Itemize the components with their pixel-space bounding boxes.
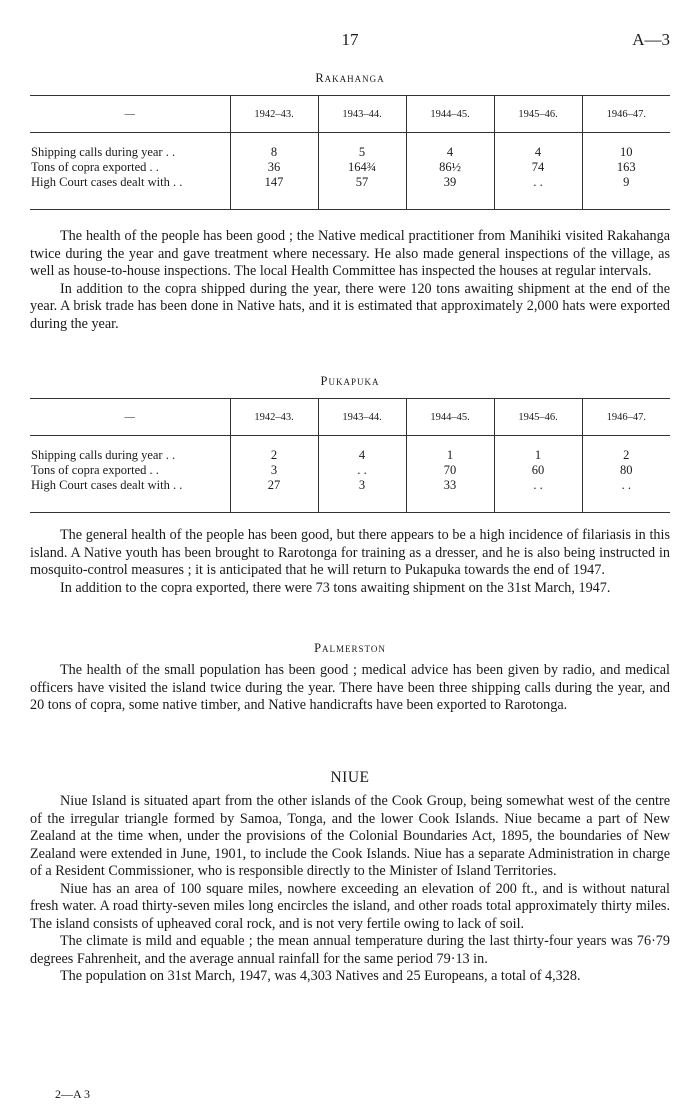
paragraph: In addition to the copra shipped during the year, there were 120 tons awaiting shipment at the end of the year. A brisk trade has been done in Native hats, and it is estimated that approximately 2,000 hats were exported during the year. xyxy=(30,280,670,332)
column-header: 1946–47. xyxy=(582,96,670,133)
column-header: 1946–47. xyxy=(582,399,670,436)
table-cell: 70 xyxy=(406,463,494,478)
table-cell: 39 xyxy=(406,175,494,210)
palmerston-text xyxy=(30,662,670,715)
paragraph: The health of the people has been good ; the Native medical practitioner from Manihiki visited Rakahanga twice during the year and gave treatment where necessary. He also made general inspections of the village, as well as house-to-house inspections. The local Health Committee has inspected the houses at regular intervals. xyxy=(30,228,670,279)
page-signature: 2—A 3 xyxy=(55,1087,91,1101)
paragraph: In addition to the copra exported, there were 73 tons awaiting shipment on the 31st March, 1947. xyxy=(60,579,611,596)
paragraph: The general health of the people has been good, but there appears to be a high incidence of filariasis in this island. A Native youth has been brought to Rarotonga for training as a dresser, and he is also being instructed in mosquito-control measures ; it is anticipated that he will return to Pukapuka towards the end of 1947. xyxy=(30,527,670,578)
table-cell: 27 xyxy=(230,478,318,513)
table-cell: 80 xyxy=(582,463,670,478)
row-label: High Court cases dealt with . . xyxy=(30,175,230,210)
niue-text xyxy=(30,793,670,986)
table-row xyxy=(30,463,670,478)
column-header: — xyxy=(30,399,230,436)
table-cell: 9 xyxy=(582,175,670,210)
paragraph: The climate is mild and equable ; the mean annual temperature during the last thirty-four years was 76·79 degrees Fahrenheit, and the average annual rainfall for the same period 79·13 in. xyxy=(30,933,670,967)
table-cell: . . xyxy=(318,463,406,478)
table-cell: 33 xyxy=(406,478,494,513)
section-title-rakahanga: Rakahanga xyxy=(315,71,385,85)
table-cell: 4 xyxy=(318,448,406,463)
column-header: 1942–43. xyxy=(230,96,318,133)
table-row xyxy=(30,145,670,160)
paragraph: Niue Island is situated apart from the other islands of the Cook Group, being somewhat west of the centre of the irregular triangle formed by Samoa, Tonga, and the lower Cook Islands. Niue became a part of New Zealand at the time when, under the provisions of the Colonial Boundaries Act, 1895, the boundaries of New Zealand were extended in June, 1901, to include the Cook Islands. Niue has a separate Administration in charge of a Resident Commissioner, who is responsible directly to the Minister of Island Territories. xyxy=(30,793,670,879)
column-header: 1945–46. xyxy=(494,399,582,436)
table-row xyxy=(30,160,670,175)
section-title-palmerston: Palmerston xyxy=(314,641,386,655)
column-header: 1944–45. xyxy=(406,399,494,436)
paragraph: The health of the small population has been good ; medical advice has been given by radio, and medical officers have visited the island twice during the year. There have been three shipping calls during the year, and 20 tons of copra, some native timber, and Native handicrafts have been exported to Rarotonga. xyxy=(30,662,670,713)
column-header: 1943–44. xyxy=(318,399,406,436)
table-cell: 10 xyxy=(582,145,670,160)
column-header: — xyxy=(30,96,230,133)
section-title-niue: NIUE xyxy=(330,769,370,786)
table-cell: 164¾ xyxy=(318,160,406,175)
table-cell: 1 xyxy=(406,448,494,463)
row-label: High Court cases dealt with . . xyxy=(30,478,230,513)
rakahanga-text xyxy=(30,228,670,333)
row-label: Shipping calls during year . . xyxy=(31,448,176,462)
table-cell: 36 xyxy=(230,160,318,175)
column-header: 1942–43. xyxy=(230,399,318,436)
table-cell: . . xyxy=(582,478,670,513)
table-row xyxy=(30,478,670,513)
table-cell: 163 xyxy=(582,160,670,175)
table-cell: . . xyxy=(494,478,582,513)
page-number: 17 xyxy=(341,30,359,49)
table-cell: 3 xyxy=(318,478,406,513)
column-header: 1943–44. xyxy=(318,96,406,133)
section-title-pukapuka: Pukapuka xyxy=(320,374,380,388)
table-row xyxy=(30,448,670,463)
table-cell: 147 xyxy=(230,175,318,210)
table-cell: 5 xyxy=(318,145,406,160)
table-cell: 2 xyxy=(230,448,318,463)
table-header-row xyxy=(30,96,670,133)
table-cell: . . xyxy=(494,175,582,210)
rakahanga-table xyxy=(30,95,670,210)
table-header-row xyxy=(30,399,670,436)
table-cell: 3 xyxy=(230,463,318,478)
paragraph: The population on 31st March, 1947, was 4,303 Natives and 25 Europeans, a total of 4,328. xyxy=(60,968,581,984)
table-cell: 4 xyxy=(494,145,582,160)
page-header xyxy=(0,30,700,52)
row-label: Tons of copra exported . . xyxy=(31,463,159,477)
table-cell: 86½ xyxy=(406,160,494,175)
table-cell: 74 xyxy=(494,160,582,175)
pukapuka-text xyxy=(30,527,670,597)
pukapuka-table xyxy=(30,398,670,513)
table-cell: 1 xyxy=(494,448,582,463)
table-cell: 8 xyxy=(230,145,318,160)
table-cell: 2 xyxy=(582,448,670,463)
table-cell: 57 xyxy=(318,175,406,210)
row-label: Tons of copra exported . . xyxy=(31,160,159,174)
paragraph: Niue has an area of 100 square miles, nowhere exceeding an elevation of 200 ft., and is without natural fresh water. A road thirty-seven miles long encircles the island, and other roads total approximately thirty miles. The island consists of upheaved coral rock, and is not very fertile owing to lack of soil. xyxy=(30,880,670,932)
table-row xyxy=(30,175,670,210)
column-header: 1945–46. xyxy=(494,96,582,133)
table-cell: 60 xyxy=(494,463,582,478)
table-cell: 4 xyxy=(406,145,494,160)
row-label: Shipping calls during year . . xyxy=(31,145,176,159)
column-header: 1944–45. xyxy=(406,96,494,133)
document-reference: A—3 xyxy=(632,30,670,49)
